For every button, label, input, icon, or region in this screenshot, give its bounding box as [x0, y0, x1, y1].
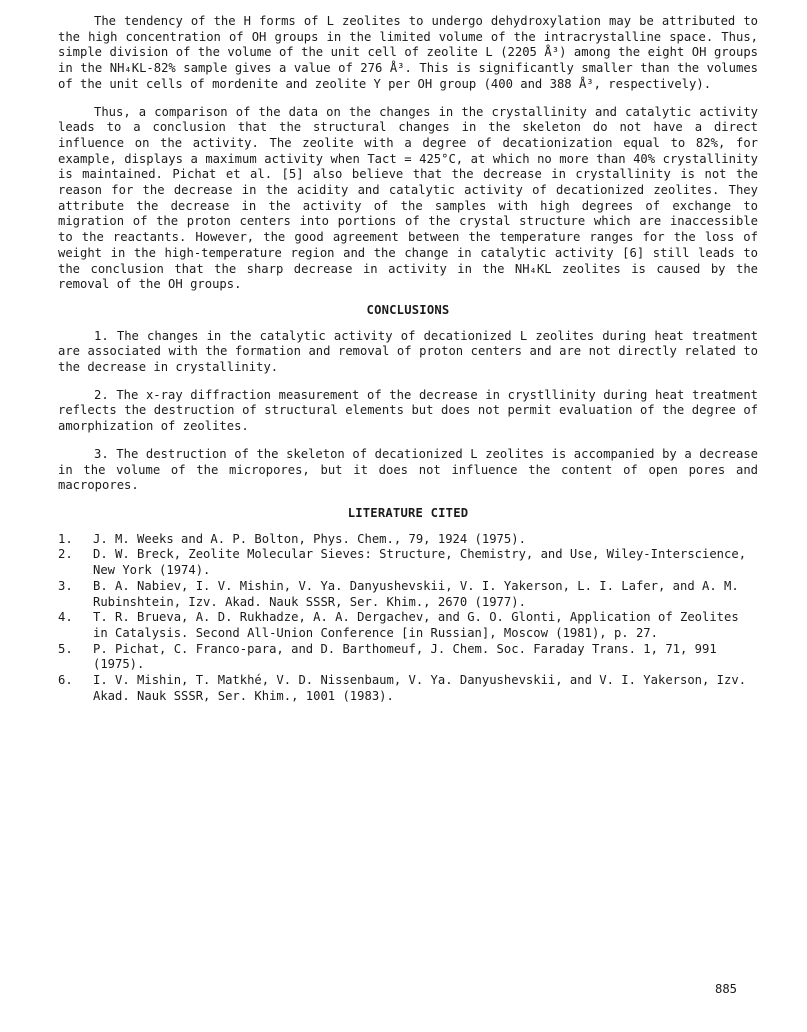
conclusion-1: 1. The changes in the catalytic activity of decationized L zeolites during heat treatment are associated with the formation and removal of proton centers and are not directly related to the decrease in crystallinity. — [58, 328, 758, 375]
reference-list — [58, 532, 758, 705]
body-paragraph-2: Thus, a comparison of the data on the changes in the crystallinity and catalytic activity leads to a conclusion that the structural changes in the skeleton do not have a direct influence on the activity. The zeolite with a degree of decationization equal to 82%, for example, displays a maximum activity when Tact = 425°C, at which no more than 40% crystallinity is maintained. Pichat et al. [5] also believe that the decrease in crystallinity is not the reason for the decrease in the acidity and catalytic activity of decationized zeolites. They attribute the decrease in the activity of the samples with high degrees of exchange to migration of the proton centers into portions of the crystal structure which are inaccessible to the reactants. However, the good agreement between the temperature ranges for the loss of weight in the high-temperature region and the change in catalytic activity [6] still leads to the conclusion that the sharp decrease in activity in the NH₄KL zeolites is caused by the removal of the OH groups. — [58, 104, 758, 292]
reference-text: P. Pichat, C. Franco-para, and D. Barthomeuf, J. Chem. Soc. Faraday Trans. 1, 71, 991 (1975). — [93, 641, 717, 672]
reference-text: J. M. Weeks and A. P. Bolton, Phys. Chem., 79, 1924 (1975). — [93, 531, 526, 546]
reference-item — [58, 642, 758, 673]
body-paragraph-1: The tendency of the H forms of L zeolites to undergo dehydroxylation may be attributed to the high concentration of OH groups in the limited volume of the intracrystalline space. Thus, simple division of the volume of the unit cell of zeolite L (2205 Å³) among the eight OH groups in the NH₄KL-82% sample gives a value of 276 Å³. This is significantly smaller than the volumes of the unit cells of mordenite and zeolite Y per OH group (400 and 388 Å³, respectively). — [58, 14, 758, 91]
reference-item — [58, 610, 758, 641]
reference-text: D. W. Breck, Zeolite Molecular Sieves: Structure, Chemistry, and Use, Wiley-Interscience, New York (1974). — [93, 547, 747, 578]
reference-number: 4. — [58, 610, 73, 625]
reference-item — [58, 547, 758, 578]
reference-item — [58, 673, 758, 704]
reference-item — [58, 532, 758, 548]
conclusions-heading: CONCLUSIONS — [366, 302, 450, 317]
page-number: 885 — [715, 982, 738, 996]
reference-number: 1. — [58, 531, 73, 546]
reference-text: T. R. Brueva, A. D. Rukhadze, A. A. Dergachev, and G. O. Glonti, Application of Zeolites in Catalysis. Second All-Union Conference [in Russian], Moscow (1981), p. 27. — [93, 610, 739, 640]
reference-number: 2. — [58, 547, 73, 562]
reference-text: B. A. Nabiev, I. V. Mishin, V. Ya. Danyushevskii, V. I. Yakerson, L. I. Lafer, and A. M. Rubinshtein, Izv. Akad. Nauk SSSR, Ser. Khim., 2670 (1977). — [93, 578, 739, 609]
document-page — [58, 14, 758, 704]
reference-item — [58, 579, 758, 610]
conclusion-3: 3. The destruction of the skeleton of decationized L zeolites is accompanied by a decrease in the volume of the micropores, but it does not influence the content of open pores and macropores. — [58, 446, 758, 493]
literature-cited-heading: LITERATURE CITED — [347, 505, 469, 520]
reference-number: 3. — [58, 578, 73, 593]
conclusion-2: 2. The x-ray diffraction measurement of the decrease in crystllinity during heat treatment reflects the destruction of structural elements but does not permit evaluation of the degree of amorphization of zeolites. — [58, 387, 758, 434]
reference-number: 6. — [58, 673, 73, 688]
reference-number: 5. — [58, 641, 73, 656]
reference-text: I. V. Mishin, T. Matkhé, V. D. Nissenbaum, V. Ya. Danyushevskii, and V. I. Yakerson, Izv. Akad. Nauk SSSR, Ser. Khim., 1001 (1983). — [93, 673, 747, 703]
